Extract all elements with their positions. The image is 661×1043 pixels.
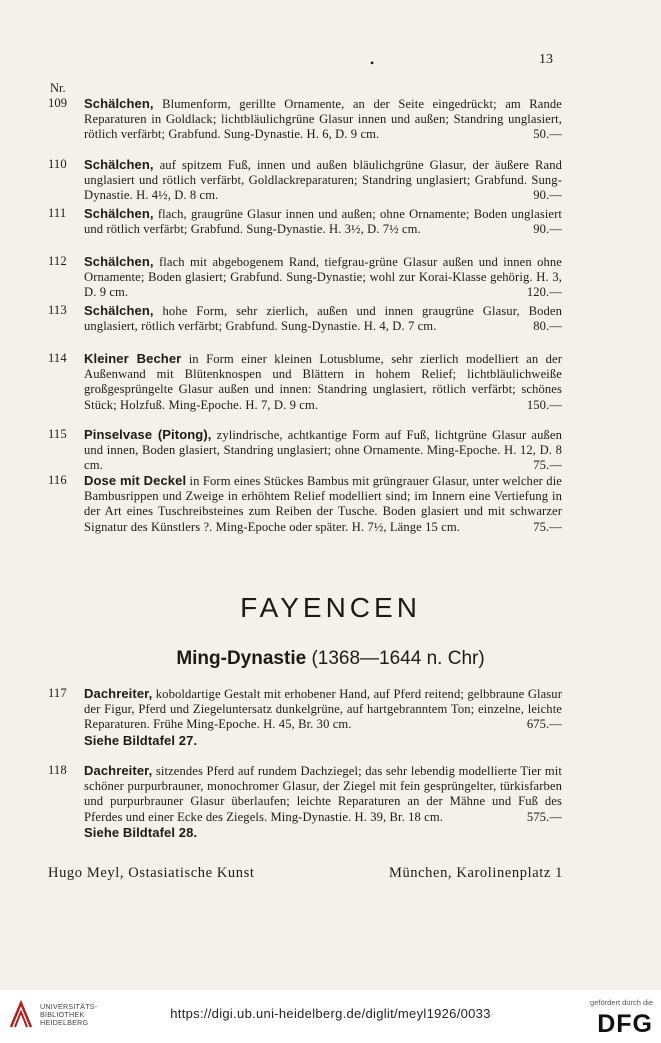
entry-body: flach, graugrüne Glasur innen und außen; ohne Ornamente; Boden unglasiert und rötlich verfärbt; Grabfund. Sung-Dynastie. H. 3½, D. 7½ cm. [84,207,562,237]
section-subtitle [0,648,661,670]
entry-number: 113 [48,303,67,317]
entry-price: 675.— [526,717,562,732]
entry-title: Pinselvase (Pitong), [84,427,212,442]
entry-title: Dachreiter, [84,686,153,701]
publisher-address: München, Karolinenplatz 1 [388,865,563,881]
page-number: 13 [539,52,553,67]
entry-body: sitzendes Pferd auf rundem Dachziegel; das sehr lebendig modellierte Tier mit schöner purpurbrauner, monochromer Glasur, der Ziegel mit fein gesprüngelter, türkisfarben und purpurbrauner Glasur überlaufen; leichte Reparaturen an der Mähne und Fuß des Pferdes und einer Ecke des Ziegels. Ming-Dynastie. H. 39, Br. 18 cm. [84,764,562,824]
catalog-entry-111 [48,206,562,237]
entry-title: Schälchen, [84,303,154,318]
entry-number: 111 [48,206,67,220]
section-title: FAYENCEN [240,592,421,623]
library-line-3: HEIDELBERG [40,1018,89,1027]
entry-number: 109 [48,96,68,110]
publisher-name: Hugo Meyl, Ostasiatische Kunst [48,865,255,881]
entry-title: Schälchen, [84,206,154,221]
entry-price: 90.— [533,188,562,203]
entry-title: Schälchen, [84,157,154,172]
entry-title: Dose mit Deckel [84,473,187,488]
entry-price: 120.— [526,285,562,300]
entry-number: 114 [48,351,67,365]
entry-number: 112 [48,254,67,268]
catalog-entry-113 [48,303,562,334]
entry-price: 150.— [526,397,562,412]
catalog-entry-109 [48,96,562,143]
entry-price: 575.— [526,809,562,824]
nr-label: Nr. [50,81,66,95]
dynasty-years: (1368—1644 n. Chr) [306,648,485,669]
entry-body: hohe Form, sehr zierlich, außen und innen graugrüne Glasur, Boden unglasiert, rötlich verfärbt; Grabfund. Sung-Dynastie. H. 4, D. 7 cm. [84,304,562,334]
entry-price: 50.— [533,127,562,142]
catalog-entry-118 [48,763,562,841]
library-line-1: UNIVERSITÄTS- [40,1002,98,1011]
catalog-entry-114 [48,351,562,413]
catalog-entry-117 [48,686,562,749]
catalog-entry-112 [48,254,562,301]
funded-by-label: gefördert durch die [590,998,653,1007]
plate-reference: Siehe Bildtafel 27. [84,732,198,748]
entry-number: 116 [48,473,67,487]
entry-title: Dachreiter, [84,763,153,778]
entry-number: 115 [48,427,67,441]
entry-body: in Form eines Stückes Bambus mit grüngrauer Glasur, unter welcher die Bambusrippen und Zweige in erhöhtem Relief modelliert sind; im Innern eine Vertiefung in der Art eines Tuschreibsteines zum Reiben der Tusche. Boden glasiert und mit schwarzer Signatur des Künstlers ?. Ming-Epoche oder später. H. 7½, Länge 15 cm. [84,474,562,534]
plate-reference: Siehe Bildtafel 28. [84,824,198,840]
entry-body: flach mit abgebogenem Rand, tiefgrau-grüne Glasur außen und innen ohne Ornamente; Boden glasiert; Grabfund. Sung-Dynastie; wohl zur Korai-Klasse gehörig. H. 3, D. 9 cm. [84,255,562,300]
entry-number: 117 [48,686,67,700]
entry-body: Blumenform, gerillte Ornamente, an der Seite eingedrückt; am Rande Reparaturen in Goldlack; lichtbläulichgrüne Glasur innen und außen; Standring unglasiert, rötlich verfärbt; Grabfund. Sung-Dynastie. H. 6, D. 9 cm. [84,97,562,142]
catalog-entry-116 [48,473,562,535]
entry-price: 75.— [533,519,562,534]
entry-number: 118 [48,763,67,777]
entry-number: 110 [48,157,67,171]
catalog-entry-115 [48,427,562,474]
catalog-entry-110 [48,157,562,204]
page-marker: • [370,56,375,70]
entry-title: Kleiner Becher [84,351,182,366]
dfg-logo[interactable]: DFG [597,1010,653,1038]
dynasty-name: Ming-Dynastie [176,648,307,669]
entry-title: Schälchen, [84,254,154,269]
entry-price: 90.— [533,222,562,237]
entry-body: koboldartige Gestalt mit erhobener Hand, auf Pferd reitend; gelbbraune Glasur der Figur, Pferd und Ziegeluntersatz dunkelgrüne, auf hartgebranntem Ton; einzelne, leichte Reparaturen. Frühe Ming-Epoche. H. 45, Br. 30 cm. [84,687,562,732]
entry-price: 75.— [533,458,562,473]
entry-body: auf spitzem Fuß, innen und außen bläulichgrüne Glasur, der äußere Rand unglasiert und rötlich verfärbt, Goldlackreparaturen; Standring unglasiert; Grabfund. Sung-Dynastie. H. 4½, D. 8 cm. [84,158,562,203]
entry-body: zylindrische, achtkantige Form auf Fuß, lichtgrüne Glasur außen und innen, Boden glasiert, Standring unglasiert; ohne Ornamente. Ming-Epoche. H. 12, D. 8 cm. [84,428,562,473]
permalink-url[interactable]: https://digi.ub.uni-heidelberg.de/diglit/meyl1926/0033 [170,1006,491,1021]
entry-title: Schälchen, [84,96,154,111]
entry-price: 80.— [533,319,562,334]
library-line-2: BIBLIOTHEK [40,1010,85,1019]
entry-body: in Form einer kleinen Lotusblume, sehr zierlich modelliert an der Außenwand mit Blütenknospen und Blättern in hohem Relief; lichtbläulichweiße großgesprüngelte Glasur außen und innen: Standring unglasiert, rötlich verfärbt; schönes Stück; Holzfuß. Ming-Epoche. H. 7, D. 9 cm. [84,352,562,412]
